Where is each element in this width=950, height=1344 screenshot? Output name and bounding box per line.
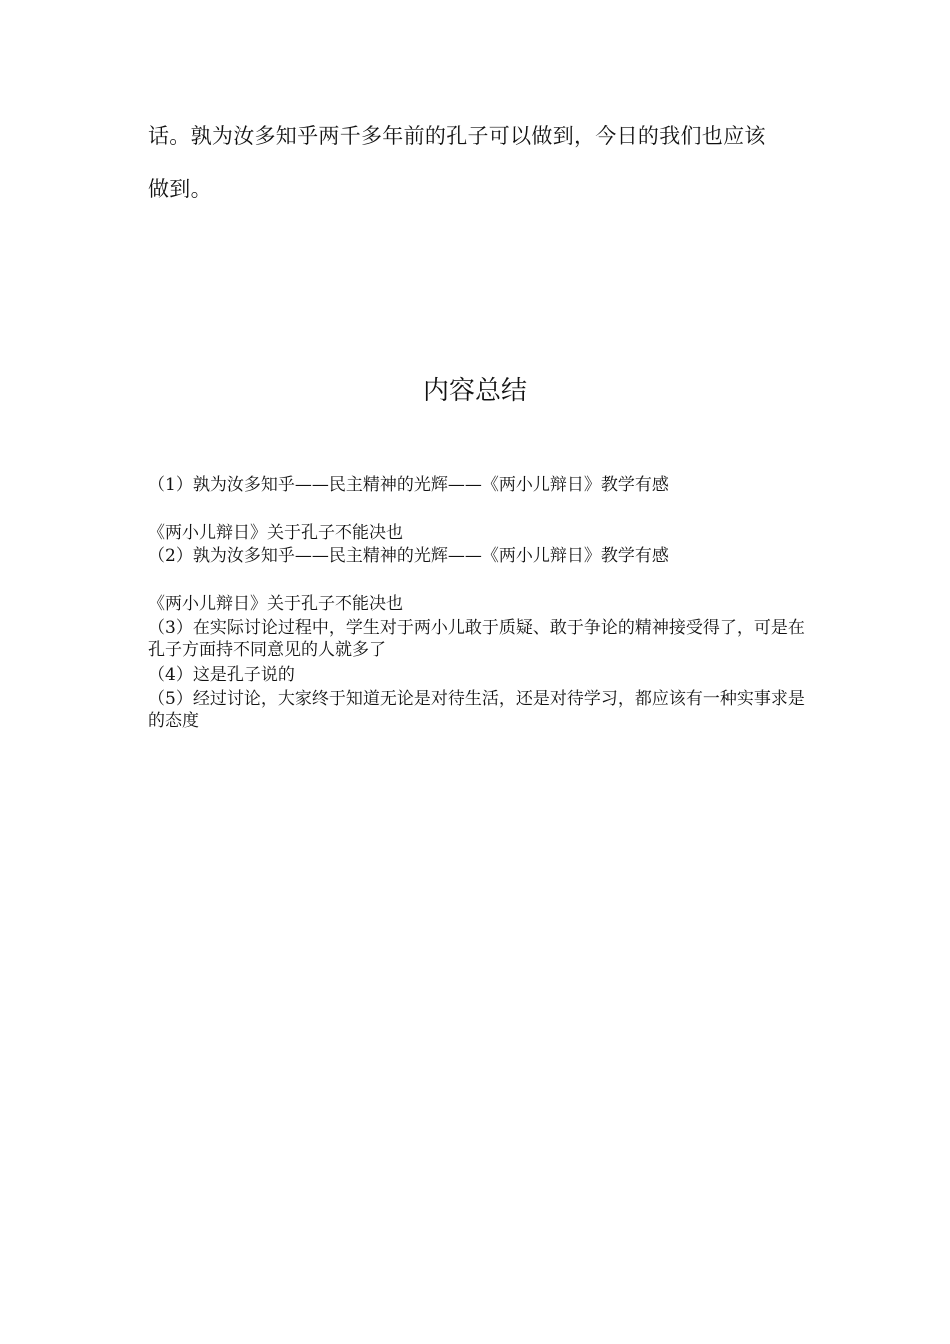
summary-item-2: （2）孰为汝多知乎——民主精神的光辉——《两小儿辩日》教学有感 [148,546,669,566]
body-text-line-2: 做到。 [148,177,212,201]
body-text-line-1: 话。孰为汝多知乎两千多年前的孔子可以做到，今日的我们也应该 [148,124,766,148]
summary-item-4: （4）这是孔子说的 [148,665,295,685]
summary-item-1-sub: 《两小儿辩日》关于孔子不能决也 [148,523,403,543]
summary-title: 内容总结 [422,376,527,406]
summary-item-2-sub: 《两小儿辩日》关于孔子不能决也 [148,594,403,614]
summary-item-1: （1）孰为汝多知乎——民主精神的光辉——《两小儿辩日》教学有感 [148,475,669,495]
summary-item-5: （5）经过讨论，大家终于知道无论是对待生活，还是对待学习，都应该有一种实事求是的态度 [148,689,805,731]
summary-item-3: （3）在实际讨论过程中，学生对于两小儿敢于质疑、敢于争论的精神接受得了，可是在孔子方面持不同意见的人就多了 [148,618,805,660]
